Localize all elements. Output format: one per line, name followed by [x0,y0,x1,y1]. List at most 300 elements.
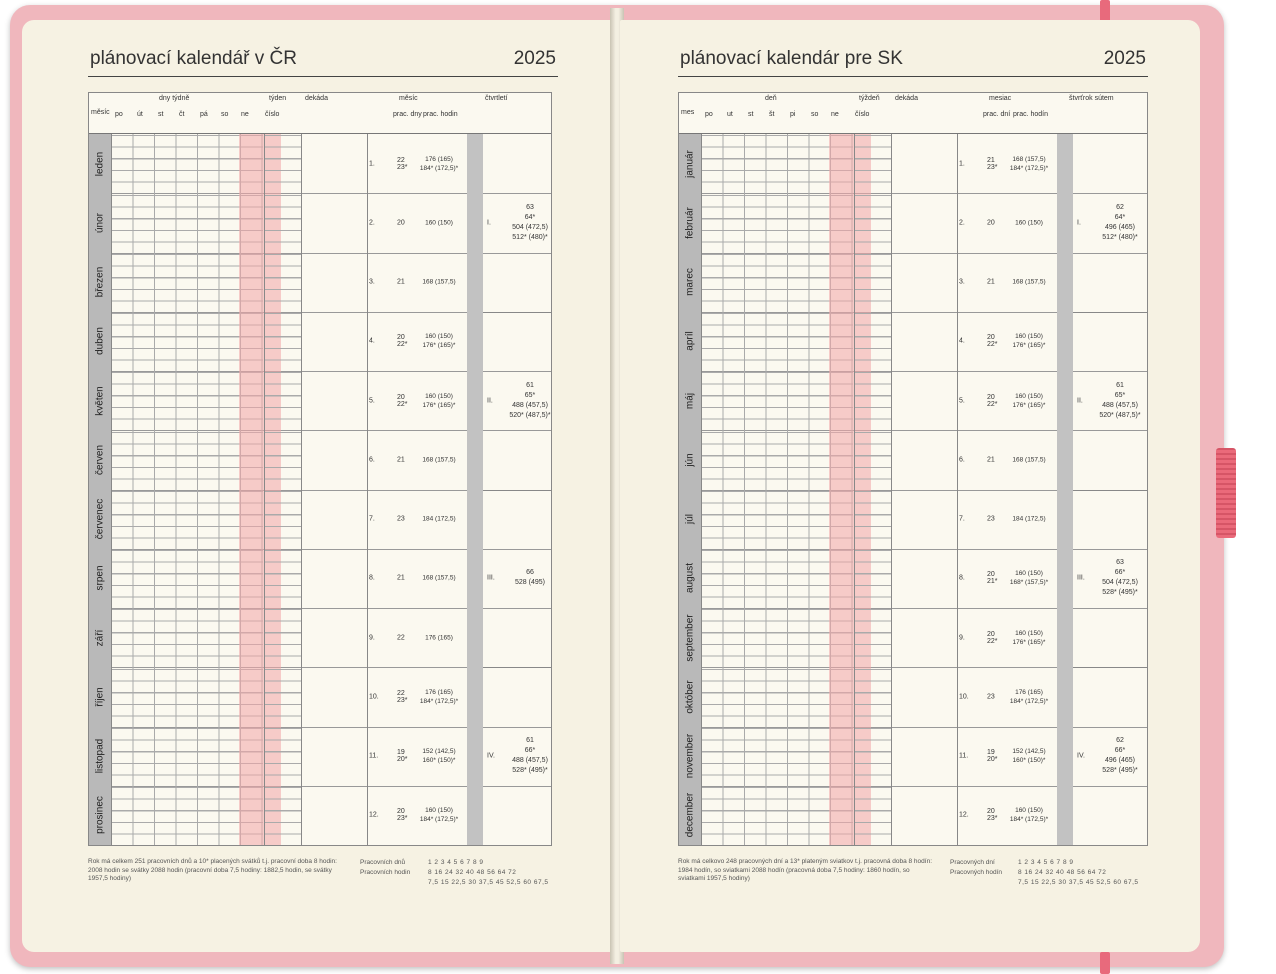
month-name: marec [684,268,696,297]
calendar-header [89,93,551,134]
decade-cell [891,193,958,252]
week-numbers [854,253,892,312]
work-hours-table [950,858,1139,888]
month-work-days: 22 [397,634,405,642]
decade-cell [891,786,958,845]
decade-cell [891,667,958,726]
month-work-days: 20 22* [987,334,998,349]
week-numbers [264,193,302,252]
month-work-days: 22 23* [397,156,408,171]
quarter-work-hours: 504 (472,5) 528* (495)* [1102,579,1138,597]
row-values: 1 2 3 4 5 6 7 8 9 [428,859,484,866]
quarter-bar [1057,134,1073,312]
month-number: 11. [959,752,969,760]
month-label [89,253,112,312]
month-summary [367,608,467,667]
day-name: po [115,111,123,118]
decade-cell [301,312,368,371]
month-label [89,371,112,430]
month-work-days: 21 [397,278,405,286]
month-summary [957,667,1057,726]
decade-cell [301,371,368,430]
month-summary [957,430,1057,489]
month-name: duben [94,327,106,356]
quarter-cell [467,667,551,846]
week-numbers [264,786,302,845]
month-name: júl [684,514,696,525]
quarter-summary [507,736,552,776]
quarter-summary [1097,736,1143,776]
week-numbers [854,134,892,193]
week-numbers [854,312,892,371]
month-work-days: 21 [987,456,995,464]
header-number: číslo [265,111,280,118]
month-summary [367,786,467,845]
decade-cell [891,134,958,193]
quarter-bar [1057,667,1073,845]
month-work-days: 23 [987,693,995,701]
month-name: srpen [94,565,106,591]
quarter-work-days: 63 64* [524,203,536,221]
month-work-hours: 168 (157,5) [422,278,456,286]
week-numbers [264,490,302,549]
decade-cell [301,430,368,489]
page-header [678,48,1148,77]
quarter-work-hours: 504 (472,5) 512* (480)* [512,223,548,241]
quarter-work-hours: 488 (457,5) 520* (487,5)* [1099,401,1141,419]
quarter-summary [1097,558,1143,598]
month-label [679,430,702,489]
quarter-number: I. [487,219,491,227]
month-summary [957,253,1057,312]
month-summary [367,549,467,608]
month-name: máj [684,392,696,409]
header-work-hours: prac. hodin [423,111,458,118]
month-summary [957,549,1057,608]
row-values: 7,5 15 22,5 30 37,5 45 52,5 60 67,5 [1018,879,1139,886]
month-summary [367,193,467,252]
header-week: týždeň [859,95,880,102]
decade-cell [301,490,368,549]
quarter-summary [1097,381,1143,421]
quarter-bar [467,312,483,490]
quarter-summary [1097,203,1143,243]
month-number: 1. [369,160,375,168]
month-work-hours: 184 (172,5) [422,515,456,523]
month-number: 1. [959,160,965,168]
month-work-hours: 160 (150) [425,219,453,227]
decade-cell [891,430,958,489]
month-label [679,253,702,312]
month-label [679,490,702,549]
calendar-table [678,92,1148,846]
month-name: leden [94,151,106,176]
month-number: 3. [959,278,965,286]
row-label: Pracovních dnů [360,859,406,866]
month-work-days: 20 [987,219,995,227]
quarter-bar [467,134,483,312]
quarter-cell [1057,667,1147,846]
calendar-table [88,92,552,846]
month-work-hours: 168 (157,5) 184* (172,5)* [1009,155,1049,172]
month-name: červen [94,444,106,475]
month-number: 11. [369,752,379,760]
month-label [679,371,702,430]
month-name: december [684,793,696,838]
bookmark-band-bottom [1100,952,1110,974]
month-number: 9. [369,634,375,642]
quarter-work-hours: 528 (495) [515,579,545,587]
month-work-days: 20 23* [987,808,998,823]
header-quarter: štvrťrok sútem [1069,95,1114,102]
quarter-work-hours: 496 (465) 528* (495)* [1102,757,1138,775]
month-name: november [684,733,696,779]
month-name: září [94,629,106,646]
month-summary [957,490,1057,549]
page-year: 2025 [1103,48,1146,69]
month-work-hours: 168 (157,5) [422,574,456,582]
week-numbers [264,727,302,786]
month-number: 3. [369,278,375,286]
month-work-days: 20 [397,219,405,227]
day-name: so [811,111,819,118]
month-summary [957,312,1057,371]
week-numbers [264,608,302,667]
quarter-number: III. [1077,574,1085,582]
month-label [89,608,112,667]
left-page [22,20,614,952]
quarter-summary [507,381,552,421]
month-number: 4. [959,337,965,345]
month-number: 2. [959,219,965,227]
quarter-summary [507,568,552,588]
month-work-hours: 160 (150) 184* (172,5)* [419,807,459,824]
month-summary [957,371,1057,430]
month-label [679,193,702,252]
calendar-header [679,93,1147,134]
month-work-hours: 160 (150) 176* (165)* [422,333,456,350]
month-work-days: 23 [397,515,405,523]
week-numbers [854,490,892,549]
decade-cell [301,786,368,845]
month-number: 2. [369,219,375,227]
month-work-hours: 176 (165) 184* (172,5)* [1009,688,1049,705]
quarter-bar [1057,490,1073,668]
month-name: január [684,149,696,178]
row-label: Pracovních hodin [360,869,411,876]
day-name: ne [241,111,249,118]
quarter-cell [467,312,551,491]
row-label: Pracovných hodín [950,869,1003,876]
month-work-hours: 160 (150) 184* (172,5)* [1009,807,1049,824]
page-year: 2025 [513,48,556,69]
day-name: so [221,111,229,118]
quarter-number: II. [487,397,493,405]
decade-cell [301,253,368,312]
quarter-work-hours: 496 (465) 512* (480)* [1102,223,1138,241]
months-body [679,134,1147,845]
row-values: 7,5 15 22,5 30 37,5 45 52,5 60 67,5 [428,879,549,886]
page-header [88,48,558,77]
row-label: Pracovných dní [950,859,995,866]
month-summary [957,608,1057,667]
month-work-hours: 176 (165) 184* (172,5)* [419,155,459,172]
work-hours-table [360,858,549,888]
quarter-number: IV. [487,752,495,760]
month-label [679,608,702,667]
week-numbers [264,371,302,430]
quarter-cell [1057,312,1147,491]
month-work-hours: 160 (150) 176* (165)* [422,392,456,409]
footnote: Rok má celkovo 248 pracovných dní a 13* plateným sviatkov t.j. pracovná doba 8 hodín: 1984 hodín, so sviatkami 2088 hodín (pracovná doba 7,5 hodiny: 1860 hodín, so sviatkami 1957,5 hodiny) [678,858,933,882]
month-label [89,490,112,549]
header-month-block: měsíc [399,95,418,102]
month-summary [367,371,467,430]
month-name: květen [94,385,106,416]
month-label [89,312,112,371]
month-name: prosinec [94,796,106,835]
header-number: číslo [855,111,870,118]
quarter-work-days: 62 64* [1114,203,1126,221]
week-numbers [854,549,892,608]
month-name: říjen [94,687,106,707]
month-label [679,134,702,193]
header-days: deň [765,95,777,102]
month-work-days: 19 20* [987,749,998,764]
month-number: 10. [959,693,969,701]
month-label [89,667,112,726]
quarter-number: IV. [1077,752,1085,760]
month-name: február [684,207,696,239]
week-numbers [854,371,892,430]
row-values: 8 16 24 32 40 48 56 64 72 [1018,869,1107,876]
week-numbers [854,786,892,845]
quarter-bar [1057,312,1073,490]
month-work-hours: 160 (150) 176* (165)* [1012,333,1046,350]
decade-cell [891,549,958,608]
month-work-days: 22 23* [397,689,408,704]
month-name: september [684,614,696,662]
month-work-days: 20 22* [397,393,408,408]
month-summary [367,134,467,193]
quarter-cell [467,490,551,669]
decade-cell [891,490,958,549]
header-month: měsíc [91,109,110,116]
quarter-work-days: 61 65* [524,381,536,399]
month-work-hours: 176 (165) [425,634,453,642]
quarter-cell [1057,490,1147,669]
month-work-hours: 168 (157,5) [422,456,456,464]
page-title: plánovací kalendář v ČR [90,48,297,69]
month-work-hours: 160 (150) 176* (165)* [1012,629,1046,646]
header-decade: dekáda [895,95,918,102]
month-label [679,727,702,786]
week-numbers [854,608,892,667]
decade-cell [891,253,958,312]
month-number: 10. [369,693,379,701]
month-work-hours: 160 (150) 168* (157,5)* [1009,570,1049,587]
day-name: po [705,111,713,118]
day-name: st [748,111,754,118]
month-summary [957,727,1057,786]
month-number: 4. [369,337,375,345]
quarter-work-hours: 488 (457,5) 520* (487,5)* [509,401,551,419]
quarter-work-days: 61 65* [1114,381,1126,399]
header-week: týden [269,95,287,102]
month-label [89,549,112,608]
month-summary [367,253,467,312]
month-label [89,786,112,845]
header-work-days: prac. dní [983,111,1011,118]
right-page [620,20,1200,952]
decade-cell [301,727,368,786]
decade-cell [891,312,958,371]
month-label [679,667,702,726]
month-number: 12. [959,811,969,819]
header-month: mes [681,109,695,116]
month-label [89,727,112,786]
decade-cell [891,371,958,430]
month-work-days: 20 22* [397,334,408,349]
day-name: st [158,111,164,118]
week-numbers [854,667,892,726]
quarter-bar [467,667,483,845]
quarter-bar [467,490,483,668]
month-work-hours: 152 (142,5) 160* (150)* [1012,748,1046,765]
month-label [679,312,702,371]
month-work-days: 23 [987,515,995,523]
months-body [89,134,551,845]
month-name: listopad [94,738,106,774]
month-work-days: 20 21* [987,571,998,586]
month-label [679,549,702,608]
decade-cell [301,134,368,193]
week-numbers [264,253,302,312]
week-numbers [854,430,892,489]
quarter-number: I. [1077,219,1081,227]
month-work-hours: 152 (142,5) 160* (150)* [422,748,456,765]
quarter-work-days: 63 66* [1114,559,1126,577]
month-number: 7. [959,515,965,523]
month-number: 9. [959,634,965,642]
day-name: út [137,111,143,118]
decade-cell [301,608,368,667]
month-work-hours: 168 (157,5) [1012,456,1046,464]
day-name: ne [831,111,839,118]
month-label [89,430,112,489]
week-numbers [264,430,302,489]
month-summary [367,312,467,371]
day-name: pá [200,111,208,118]
month-number: 8. [959,574,965,582]
month-number: 8. [369,574,375,582]
quarter-work-days: 66 [526,569,534,577]
quarter-number: II. [1077,397,1083,405]
month-name: únor [94,212,106,233]
header-work-days: prac. dny [393,111,422,118]
day-name: čt [179,111,185,118]
quarter-work-days: 62 66* [1114,737,1126,755]
day-name: ut [727,111,733,118]
row-values: 8 16 24 32 40 48 56 64 72 [428,869,517,876]
decade-cell [891,608,958,667]
header-month-block: mesiac [989,95,1012,102]
header-days: dny týdně [159,95,190,102]
header-quarter: čtvrtletí [485,95,508,102]
day-name: pi [790,111,796,118]
week-numbers [264,549,302,608]
month-work-hours: 160 (150) [1015,219,1043,227]
month-number: 5. [369,397,375,405]
decade-cell [301,667,368,726]
header-decade: dekáda [305,95,328,102]
decade-cell [301,193,368,252]
quarter-cell [467,134,551,313]
month-work-hours: 168 (157,5) [1012,278,1046,286]
month-label [89,134,112,193]
month-number: 5. [959,397,965,405]
page-title: plánovací kalendár pre SK [680,48,903,69]
month-work-hours: 184 (172,5) [1012,515,1046,523]
day-name: št [769,111,775,118]
month-summary [957,134,1057,193]
month-label [89,193,112,252]
decade-cell [891,727,958,786]
month-work-days: 21 [397,456,405,464]
month-work-days: 21 [397,574,405,582]
footnote: Rok má celkem 251 pracovních dnů a 10* placených svátků t.j. pracovní doba 8 hodin: 2008 hodin se svátky 2088 hodin (pracovní doba 7,5 hodiny: 1882,5 hodin, se svátky 1957,5 hodiny) [88,858,337,882]
month-work-days: 21 [987,278,995,286]
month-name: březen [94,266,106,298]
week-numbers [264,667,302,726]
month-work-days: 19 20* [397,749,408,764]
quarter-work-hours: 488 (457,5) 528* (495)* [512,757,548,775]
week-numbers [264,134,302,193]
month-work-days: 20 22* [987,630,998,645]
month-work-days: 20 23* [397,808,408,823]
month-name: august [684,563,696,594]
quarter-cell [1057,134,1147,313]
month-work-hours: 160 (150) 176* (165)* [1012,392,1046,409]
month-number: 12. [369,811,379,819]
quarter-work-days: 61 66* [524,737,536,755]
row-values: 1 2 3 4 5 6 7 8 9 [1018,859,1074,866]
month-summary [367,430,467,489]
month-label [679,786,702,845]
month-work-hours: 176 (165) 184* (172,5)* [419,688,459,705]
week-numbers [854,193,892,252]
week-numbers [264,312,302,371]
month-number: 7. [369,515,375,523]
elastic-closure[interactable] [1216,448,1236,538]
header-work-hours: prac. hodín [1013,111,1049,118]
decade-cell [301,549,368,608]
month-name: október [684,680,696,714]
month-summary [957,786,1057,845]
month-summary [367,727,467,786]
week-numbers [854,727,892,786]
quarter-number: III. [487,574,495,582]
bookmark-band-top [1100,0,1110,22]
month-work-days: 21 23* [987,156,998,171]
month-work-days: 20 22* [987,393,998,408]
quarter-summary [507,203,552,243]
month-name: jún [684,453,696,467]
month-summary [957,193,1057,252]
month-summary [367,667,467,726]
month-summary [367,490,467,549]
month-number: 6. [959,456,965,464]
